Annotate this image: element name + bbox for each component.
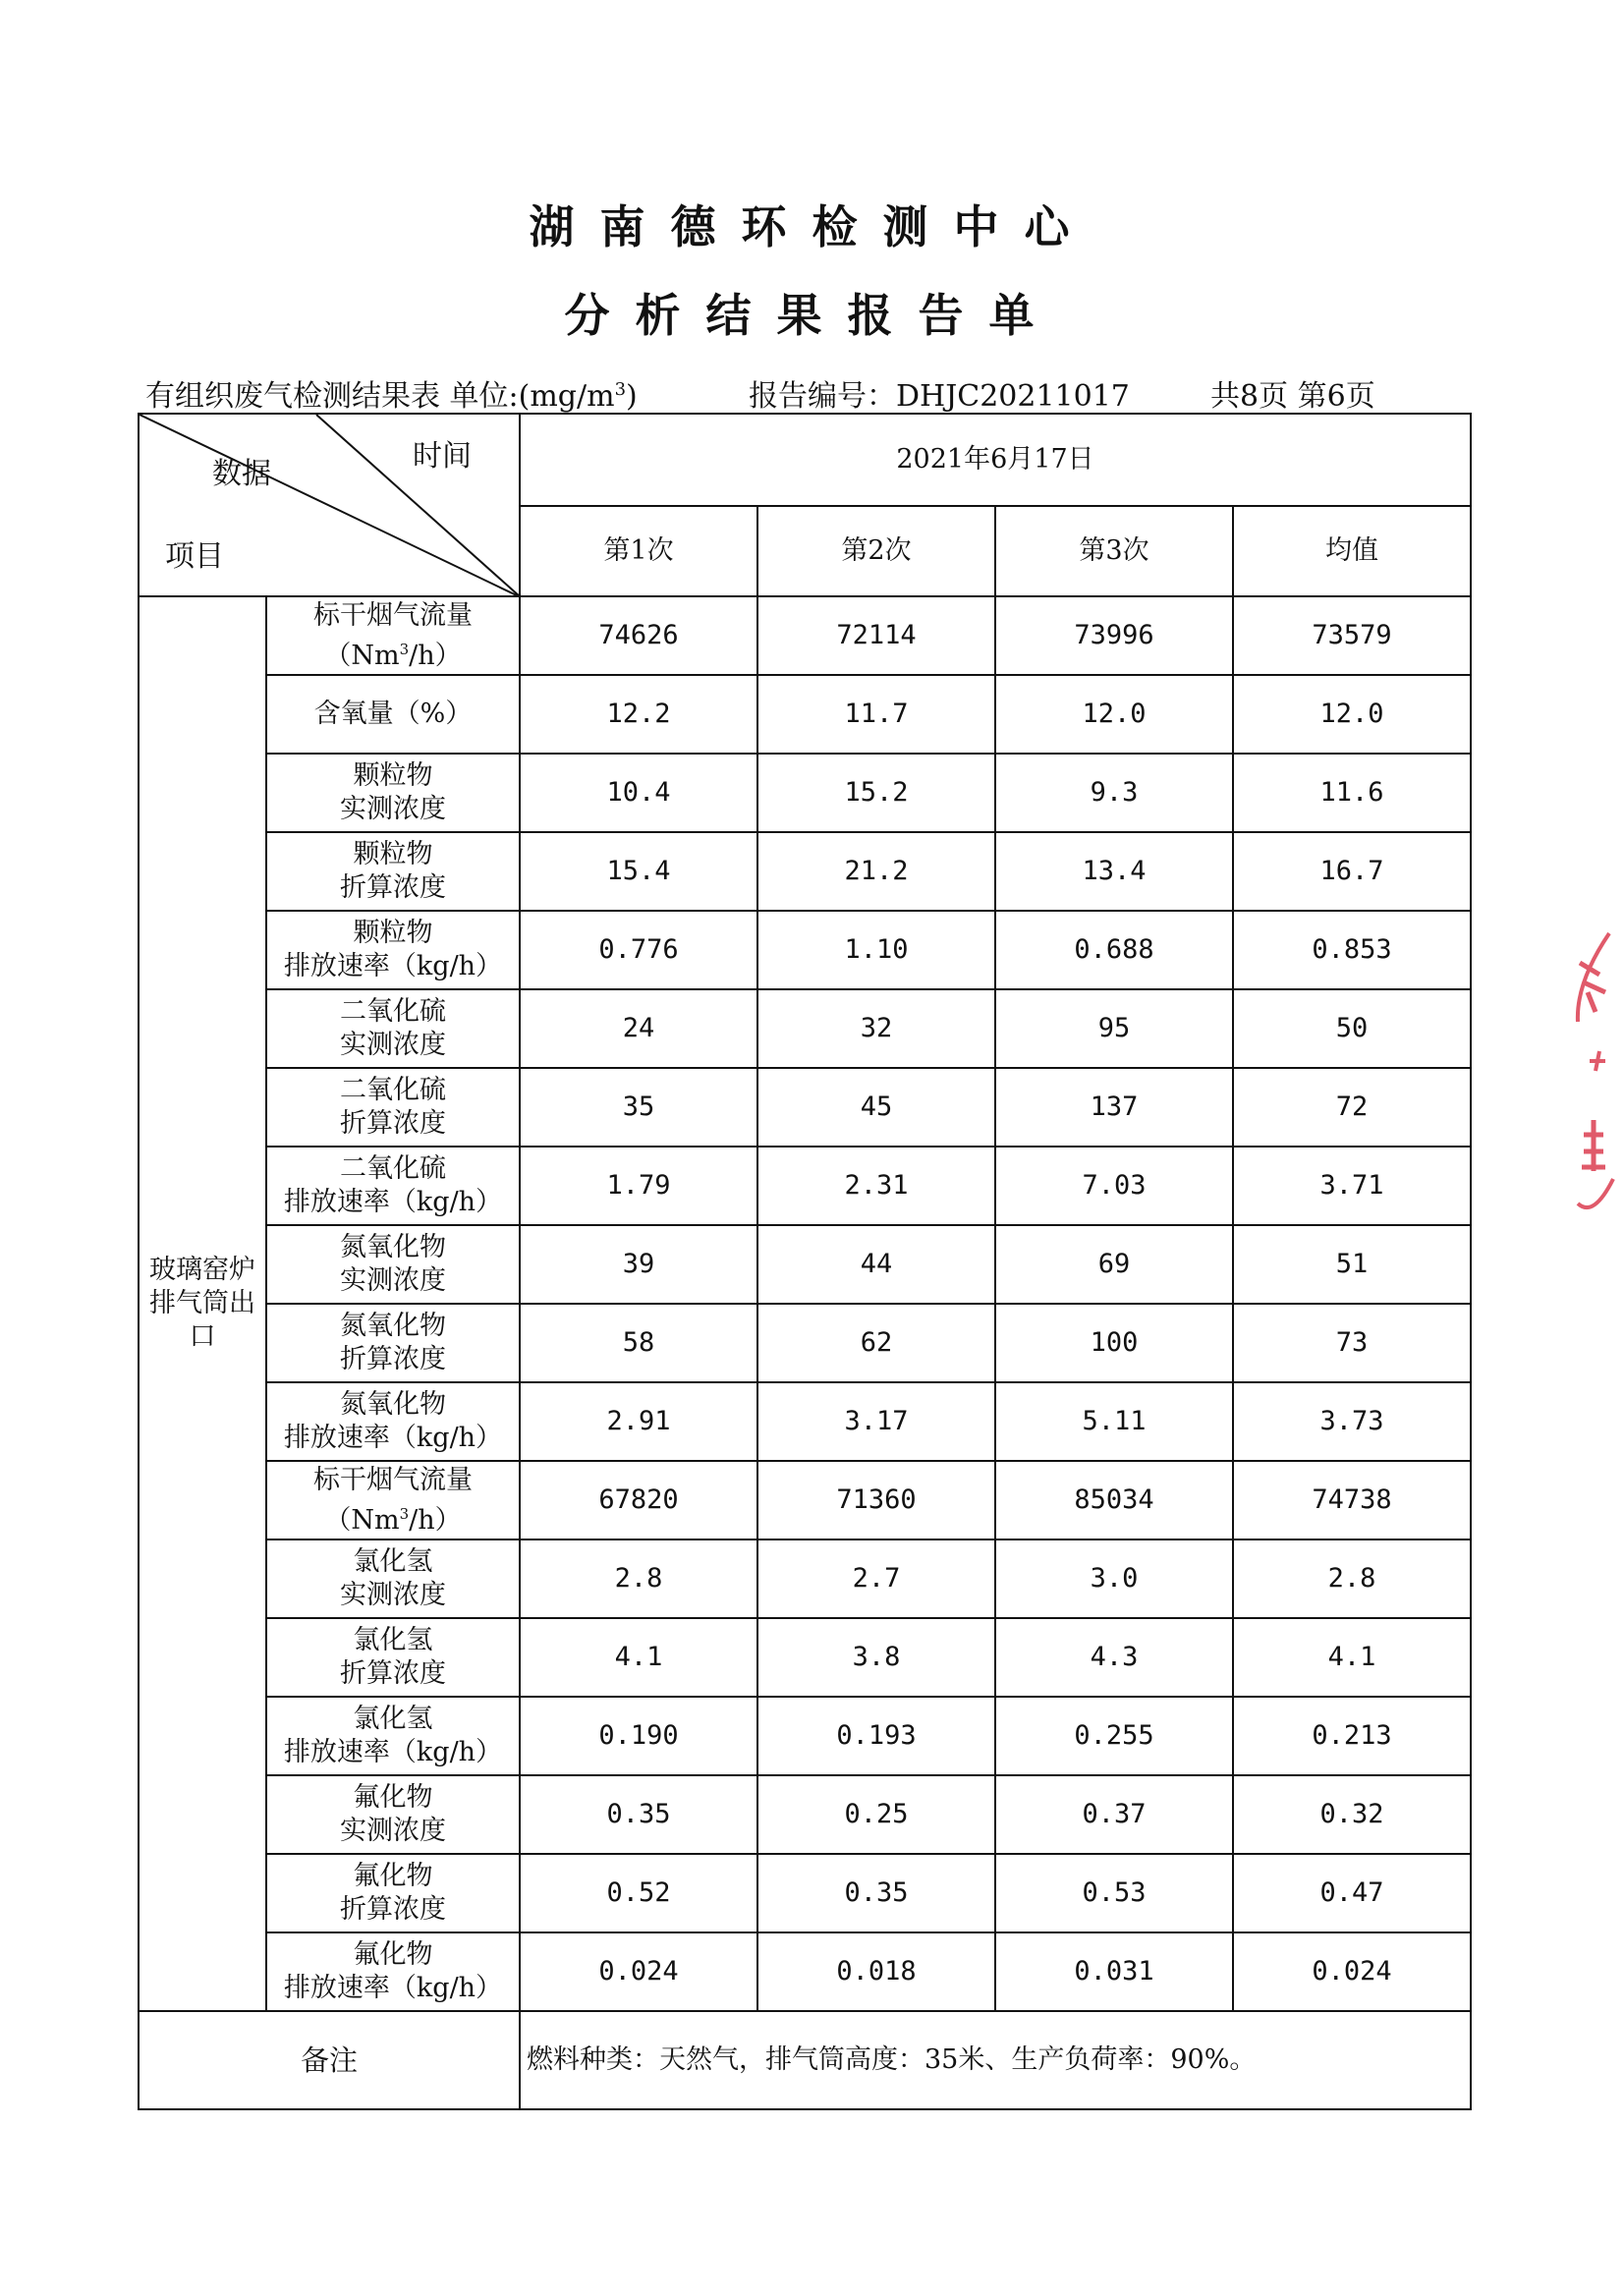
value-cell: 0.213 [1233,1697,1471,1775]
parameter-name: 含氧量（%） [313,699,473,729]
header-time-label: 时间 [413,439,472,474]
parameter-label [266,1461,520,1539]
parameter-label [266,1225,520,1304]
red-seal-stamp [1570,924,1624,1218]
parameter-name: 氯化氢 [353,1546,433,1577]
sampling-location: 玻璃窑炉排气筒出口 [139,596,266,2011]
parameter-type: 实测浓度 [340,1816,446,1846]
page-indicator: 共8页 第6页 [1210,379,1375,414]
value-cell: 39 [520,1225,757,1304]
parameter-type: 折算浓度 [340,1108,446,1139]
value-cell: 95 [995,989,1233,1068]
date-header: 2021年6月17日 [520,414,1471,506]
parameter-name: 颗粒物 [353,760,433,791]
unit-text: （Nm [324,640,400,671]
unit-text: （Nm [324,1504,400,1536]
table-row [139,1382,1471,1461]
col-header-run1: 第1次 [520,506,757,596]
parameter-label [266,1775,520,1854]
parameter-label [266,754,520,832]
value-cell: 0.25 [757,1775,995,1854]
value-cell: 2.7 [757,1539,995,1618]
parameter-label [266,1304,520,1382]
value-cell: 51 [1233,1225,1471,1304]
parameter-type: 折算浓度 [340,1344,446,1374]
value-cell: 0.32 [1233,1775,1471,1854]
parameter-label [266,1147,520,1225]
value-cell: 137 [995,1068,1233,1147]
value-cell: 0.35 [520,1775,757,1854]
value-cell: 24 [520,989,757,1068]
table-row [139,754,1471,832]
parameter-type: 实测浓度 [340,1580,446,1610]
parameter-name: 二氧化硫 [340,1153,446,1184]
value-cell: 4.1 [1233,1618,1471,1697]
table-row [139,1932,1471,2011]
parameter-label [266,1697,520,1775]
table-row [139,989,1471,1068]
parameter-name: 氯化氢 [353,1704,433,1734]
col-header-run3: 第3次 [995,506,1233,596]
parameter-name: 标干烟气流量 [313,1464,473,1495]
value-cell: 2.31 [757,1147,995,1225]
value-cell: 0.53 [995,1854,1233,1932]
parameter-type: 折算浓度 [340,1894,446,1925]
value-cell: 16.7 [1233,832,1471,911]
table-row [139,1304,1471,1382]
value-cell: 7.03 [995,1147,1233,1225]
value-cell: 74738 [1233,1461,1471,1539]
value-cell: 11.6 [1233,754,1471,832]
value-cell: 0.024 [1233,1932,1471,2011]
value-cell: 0.688 [995,911,1233,989]
parameter-type: 排放速率（kg/h） [283,1187,503,1217]
parameter-type: 排放速率（kg/h） [283,1737,503,1767]
table-row [139,1461,1471,1539]
parameter-label [266,596,520,675]
parameter-name: 氟化物 [353,1782,433,1813]
parameter-name: 氮氧化物 [340,1311,446,1341]
value-cell: 9.3 [995,754,1233,832]
value-cell: 0.193 [757,1697,995,1775]
parameter-label [266,1539,520,1618]
value-cell: 12.2 [520,675,757,754]
note-label: 备注 [139,2011,520,2109]
table-row [139,1697,1471,1775]
value-cell: 12.0 [1233,675,1471,754]
value-cell: 0.47 [1233,1854,1471,1932]
value-cell: 0.024 [520,1932,757,2011]
value-cell: 1.10 [757,911,995,989]
parameter-label [266,1932,520,2011]
results-table [138,413,1472,2110]
parameter-name: 氯化氢 [353,1625,433,1655]
value-cell: 3.73 [1233,1382,1471,1461]
value-cell: 3.71 [1233,1147,1471,1225]
value-cell: 4.1 [520,1618,757,1697]
value-cell: 73 [1233,1304,1471,1382]
value-cell: 2.91 [520,1382,757,1461]
value-cell: 3.8 [757,1618,995,1697]
value-cell: 85034 [995,1461,1233,1539]
value-cell: 2.8 [520,1539,757,1618]
table-name-text: 有组织废气检测结果表 单位:(mg/m [145,379,615,414]
value-cell: 2.8 [1233,1539,1471,1618]
parameter-label [266,1068,520,1147]
parameter-type: 排放速率（kg/h） [283,1423,503,1453]
parameter-label [266,832,520,911]
parameter-unit [267,633,519,673]
parameter-name: 氟化物 [353,1861,433,1891]
parameter-name: 标干烟气流量 [313,599,473,631]
value-cell: 3.0 [995,1539,1233,1618]
table-row [139,1225,1471,1304]
unit-superscript: 3 [399,1504,410,1523]
value-cell: 15.2 [757,754,995,832]
value-cell: 11.7 [757,675,995,754]
value-cell: 0.031 [995,1932,1233,2011]
table-row [139,911,1471,989]
value-cell: 0.35 [757,1854,995,1932]
value-cell: 3.17 [757,1382,995,1461]
table-row [139,1775,1471,1854]
unit-superscript: 3 [614,379,627,400]
parameter-label [266,1854,520,1932]
parameter-label [266,675,520,754]
org-title: 湖南德环检测中心 [529,200,1095,253]
value-cell: 71360 [757,1461,995,1539]
parameter-unit [267,1497,519,1538]
table-row [139,1618,1471,1697]
parameter-name: 二氧化硫 [340,1075,446,1105]
note-text: 燃料种类：天然气，排气筒高度：35米、生产负荷率：90%。 [520,2011,1471,2109]
parameter-type: 排放速率（kg/h） [283,951,503,981]
value-cell: 1.79 [520,1147,757,1225]
value-cell: 0.018 [757,1932,995,2011]
value-cell: 73996 [995,596,1233,675]
value-cell: 100 [995,1304,1233,1382]
col-header-run2: 第2次 [757,506,995,596]
value-cell: 74626 [520,596,757,675]
parameter-name: 氮氧化物 [340,1389,446,1420]
value-cell: 35 [520,1068,757,1147]
unit-superscript: 3 [399,640,410,658]
parameter-label [266,1618,520,1697]
parameter-label [266,989,520,1068]
parameter-type: 折算浓度 [340,1658,446,1689]
value-cell: 12.0 [995,675,1233,754]
value-cell: 0.776 [520,911,757,989]
value-cell: 62 [757,1304,995,1382]
value-cell: 0.255 [995,1697,1233,1775]
parameter-name: 氮氧化物 [340,1232,446,1262]
report-number: 报告编号：DHJC20211017 [749,379,1130,414]
table-row [139,1539,1471,1618]
unit-text: /h） [409,1504,462,1536]
header-data-label: 数据 [212,457,271,491]
parameter-type: 实测浓度 [340,1265,446,1296]
parameter-label [266,1382,520,1461]
parameter-label [266,911,520,989]
value-cell: 44 [757,1225,995,1304]
diagonal-header-cell [139,414,520,596]
parameter-type: 折算浓度 [340,872,446,903]
header-item-label: 项目 [165,539,224,574]
value-cell: 21.2 [757,832,995,911]
value-cell: 15.4 [520,832,757,911]
table-row [139,832,1471,911]
parameter-type: 实测浓度 [340,1030,446,1060]
value-cell: 13.4 [995,832,1233,911]
value-cell: 10.4 [520,754,757,832]
parameter-name: 氟化物 [353,1939,433,1970]
value-cell: 72 [1233,1068,1471,1147]
unit-text: /h） [409,640,462,671]
table-row [139,1854,1471,1932]
value-cell: 73579 [1233,596,1471,675]
value-cell: 0.37 [995,1775,1233,1854]
value-cell: 0.853 [1233,911,1471,989]
value-cell: 32 [757,989,995,1068]
parameter-type: 实测浓度 [340,794,446,824]
value-cell: 50 [1233,989,1471,1068]
value-cell: 72114 [757,596,995,675]
value-cell: 58 [520,1304,757,1382]
parameter-name: 颗粒物 [353,918,433,948]
document-title: 分析结果报告单 [564,289,1060,342]
value-cell: 67820 [520,1461,757,1539]
col-header-average: 均值 [1233,506,1471,596]
value-cell: 5.11 [995,1382,1233,1461]
table-row [139,596,1471,675]
table-row [139,675,1471,754]
table-name [145,371,638,415]
value-cell: 4.3 [995,1618,1233,1697]
parameter-name: 二氧化硫 [340,996,446,1027]
value-cell: 0.190 [520,1697,757,1775]
table-row [139,1068,1471,1147]
value-cell: 0.52 [520,1854,757,1932]
table-row [139,1147,1471,1225]
value-cell: 45 [757,1068,995,1147]
value-cell: 69 [995,1225,1233,1304]
note-row [139,2011,1471,2109]
unit-close: ) [626,379,638,414]
parameter-type: 排放速率（kg/h） [283,1973,503,2003]
parameter-name: 颗粒物 [353,839,433,869]
